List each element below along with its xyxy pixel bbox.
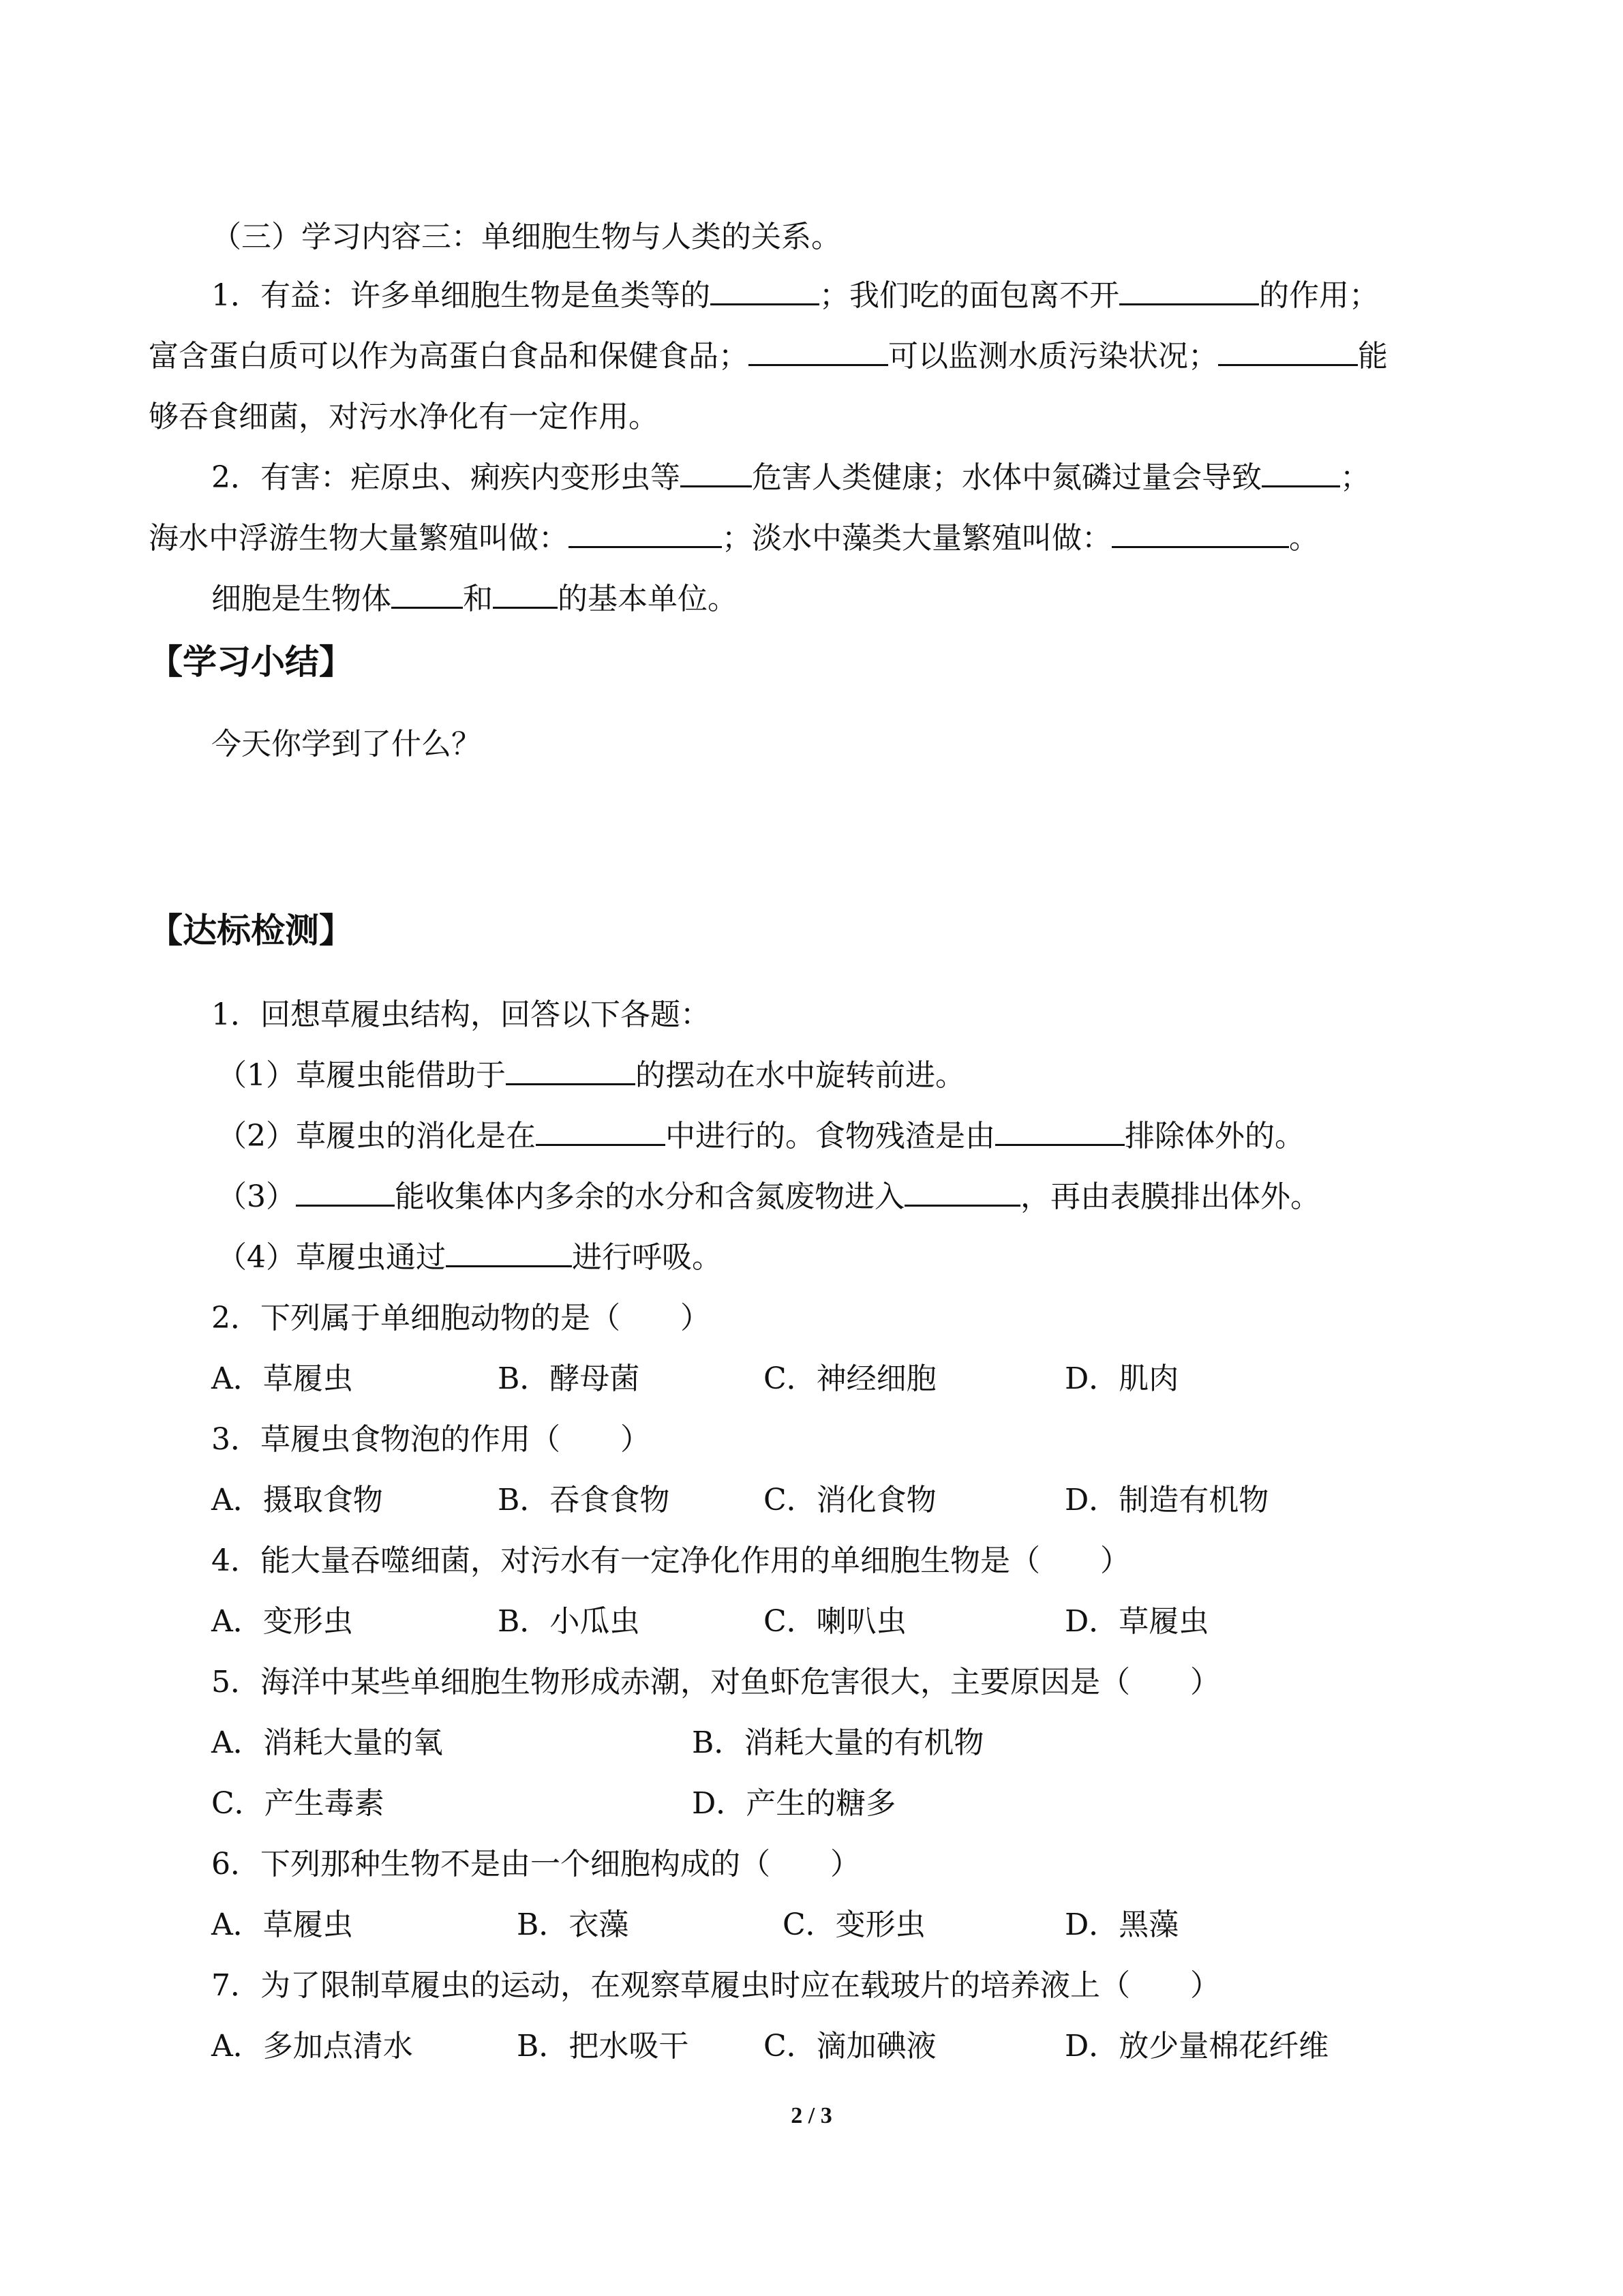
q2-stem: 2．下列属于单细胞动物的是（ ） [211,1301,710,1335]
q3-option-d[interactable]: D．制造有机物 [1065,1483,1269,1517]
q1-sub4: （4）草履虫通过 进行呼吸。 [217,1240,722,1275]
q6-option-b[interactable]: B．衣藻 [517,1907,629,1942]
blank[interactable] [680,459,752,487]
q2-option-d[interactable]: D．肌肉 [1065,1361,1179,1396]
summary-heading: 【学习小结】 [149,642,353,682]
cell-unit-line: 细胞是生物体 和 的基本单位。 [211,581,738,616]
summary-prompt: 今天你学到了什么？ [211,727,481,761]
harm-line-2: 海水中浮游生物大量繁殖叫做： ；淡水中藻类大量繁殖叫做： 。 [149,521,1319,556]
blank[interactable] [1112,520,1289,548]
q6-option-a[interactable]: A．草履虫 [211,1907,353,1942]
q5-option-b[interactable]: B．消耗大量的有机物 [692,1725,984,1760]
blank[interactable] [536,1118,665,1146]
q6-option-c[interactable]: C．变形虫 [783,1907,926,1942]
blank[interactable] [1262,459,1340,487]
q7-option-b[interactable]: B．把水吸干 [517,2029,689,2064]
benefit-line-2: 富含蛋白质可以作为高蛋白食品和保健食品； 可以监测水质污染状况； 能 [149,339,1388,374]
harm-line-1: 2．有害：疟原虫、痢疾内变形虫等 危害人类健康；水体中氮磷过量会导致 ； [211,460,1370,495]
q2-option-a[interactable]: A．草履虫 [211,1361,353,1396]
q3-option-b[interactable]: B．吞食食物 [498,1483,670,1517]
q1-sub1: （1）草履虫能借助于 的摆动在水中旋转前进。 [217,1058,965,1093]
blank[interactable] [1119,277,1259,305]
blank[interactable] [391,581,463,609]
q5-option-c[interactable]: C．产生毒素 [211,1786,384,1821]
q7-stem: 7．为了限制草履虫的运动，在观察草履虫时应在载玻片的培养液上（ ） [211,1968,1220,2003]
q4-option-b[interactable]: B．小瓜虫 [498,1604,640,1639]
q7-option-c[interactable]: C．滴加碘液 [763,2029,937,2064]
q1-stem: 1．回想草履虫结构，回答以下各题： [211,997,710,1032]
blank[interactable] [1218,338,1358,366]
q3-option-a[interactable]: A．摄取食物 [211,1483,383,1517]
blank[interactable] [446,1239,572,1267]
benefit-line-3: 够吞食细菌，对污水净化有一定作用。 [149,399,658,434]
q4-option-d[interactable]: D．草履虫 [1065,1604,1209,1639]
blank[interactable] [905,1179,1020,1207]
q1-sub2: （2）草履虫的消化是在 中进行的。食物残渣是由 排除体外的。 [217,1119,1305,1153]
test-heading: 【达标检测】 [149,911,353,950]
q4-stem: 4．能大量吞噬细菌，对污水有一定净化作用的单细胞生物是（ ） [211,1543,1130,1578]
q5-stem: 5．海洋中某些单细胞生物形成赤潮，对鱼虾危害很大，主要原因是（ ） [211,1665,1220,1700]
blank[interactable] [748,338,888,366]
blank[interactable] [296,1179,395,1207]
q6-option-d[interactable]: D．黑藻 [1065,1907,1179,1942]
q2-option-c[interactable]: C．神经细胞 [763,1361,937,1396]
q5-option-a[interactable]: A．消耗大量的氧 [211,1725,443,1760]
section-title: （三）学习内容三：单细胞生物与人类的关系。 [211,220,841,254]
page-number: 2 / 3 [791,2103,832,2128]
q4-option-a[interactable]: A．变形虫 [211,1604,353,1639]
benefit-line-1: 1．有益：许多单细胞生物是鱼类等的 ；我们吃的面包离不开 的作用； [211,278,1379,313]
blank[interactable] [568,520,722,548]
q3-option-c[interactable]: C．消化食物 [763,1483,937,1517]
q7-option-a[interactable]: A．多加点清水 [211,2029,413,2064]
blank[interactable] [493,581,558,609]
q3-stem: 3．草履虫食物泡的作用（ ） [211,1422,650,1457]
q2-option-b[interactable]: B．酵母菌 [498,1361,640,1396]
q5-option-d[interactable]: D．产生的糖多 [692,1786,896,1821]
q1-sub3: （3） 能收集体内多余的水分和含氮废物进入 ，再由表膜排出体外。 [217,1179,1320,1214]
q4-option-c[interactable]: C．喇叭虫 [763,1604,907,1639]
blank[interactable] [506,1057,635,1085]
blank[interactable] [995,1118,1125,1146]
blank[interactable] [710,277,819,305]
q7-option-d[interactable]: D．放少量棉花纤维 [1065,2029,1329,2064]
q6-stem: 6．下列那种生物不是由一个细胞构成的（ ） [211,1847,860,1882]
